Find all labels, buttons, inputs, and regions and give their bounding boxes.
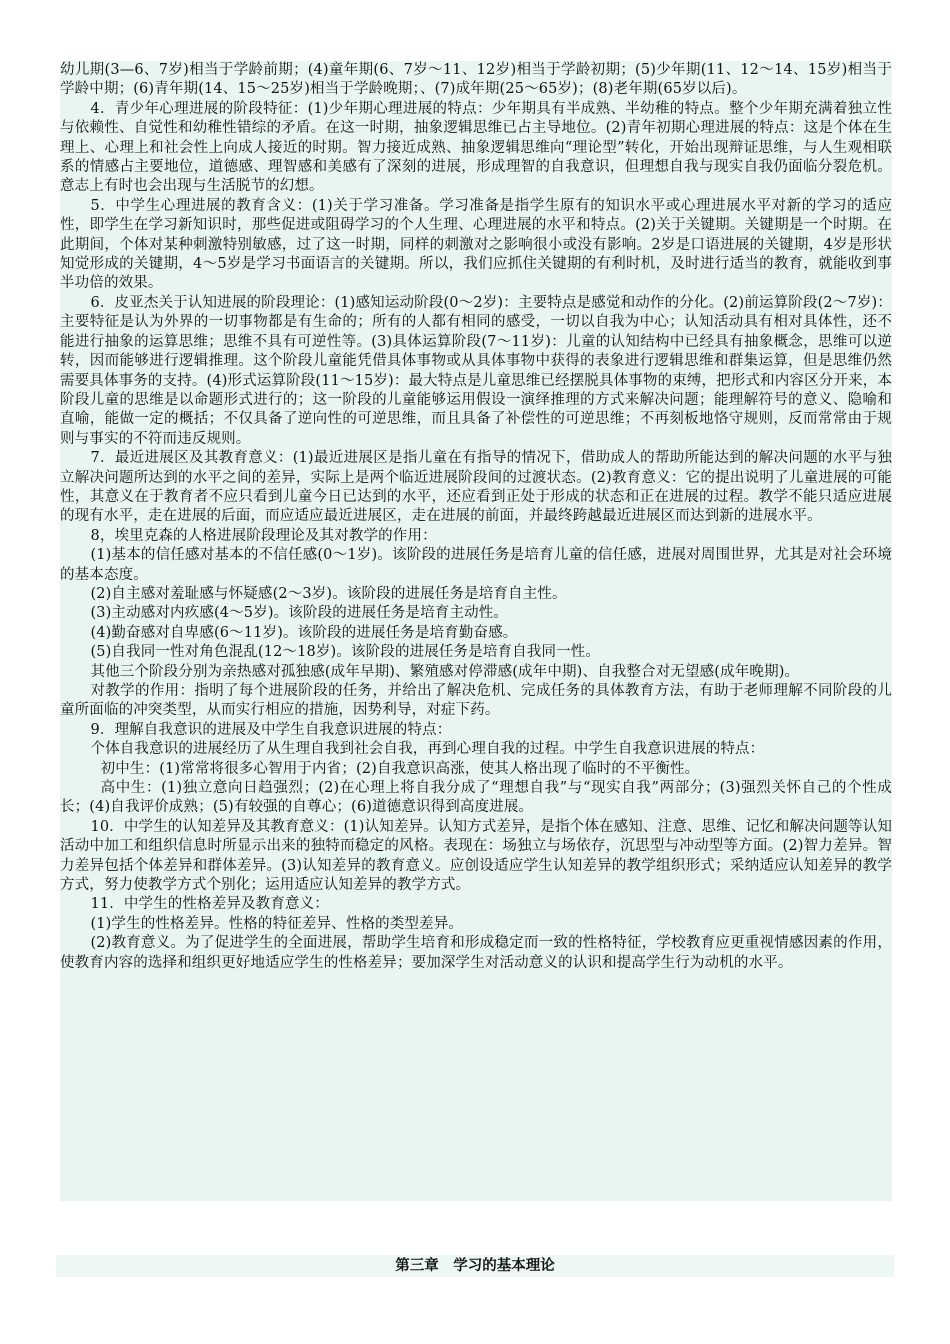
paragraph: (2)教育意义。为了促进学生的全面进展，帮助学生培育和形成稳定而一致的性格特征，学校教育应更重视情感因素的作用，使教育内容的选择和组织更好地适应学生的性格差异；要加深学生对活动意义的认识和提高学生行为动机的水平。	[60, 935, 892, 971]
paragraph: (5)自我同一性对角色混乱(12～18岁)。该阶段的进展任务是培育自我同一性。	[90, 644, 601, 661]
paragraph: 7．最近进展区及其教育意义：(1)最近进展区是指儿童在有指导的情况下，借助成人的帮助所能达到的解决问题的水平与独立解决问题所达到的水平之间的差异，实际上是两个临近进展阶段间的过渡状态。(2)教育意义：它的提出说明了儿童进展的可能性，其意义在于教育者不应只看到儿童今日已达到的水平，还应看到正处于形成的状态和正在进展的过程。教学不能只适应进展的现有水平，走在进展的后面，而应适应最近进展区，走在进展的前面，并最终跨越最近进展区而达到新的进展水平。	[60, 450, 892, 525]
paragraph: 幼儿期(3—6、7岁)相当于学龄前期；(4)童年期(6、7岁～11、12岁)相当于学龄初期；(5)少年期(11、12～14、15岁)相当于学龄中期；(6)青年期(14、15～25岁)相当于学龄晚期；、(7)成年期(25～65岁)；(8)老年期(65岁以后)。	[60, 62, 892, 98]
paragraph: 高中生：(1)独立意向日趋强烈；(2)在心理上将自我分成了“理想自我”与“现实自我”两部分；(3)强烈关怀自己的个性成长；(4)自我评价成熟；(5)有较强的自尊心；(6)道德意识得到高度进展。	[60, 780, 892, 816]
paragraph: 6．皮亚杰关于认知进展的阶段理论：(1)感知运动阶段(0～2岁)：主要特点是感觉和动作的分化。(2)前运算阶段(2～7岁)：主要特征是认为外界的一切事物都是有生命的；所有的人都有相同的感受，一切以自我为中心；认知活动具有相对具体性，还不能进行抽象的运算思维；思维不具有可逆性等。(3)具体运算阶段(7～11岁)：儿童的认知结构中已经具有抽象概念，思维可以逆转，因而能够进行逻辑推理。这个阶段儿童能凭借具体事物或从具体事物中获得的表象进行逻辑思维和群集运算，但是思维仍然需要具体事务的支持。(4)形式运算阶段(11～15岁)：最大特点是儿童思维已经摆脱具体事物的束缚，把形式和内容区分开来，本阶段儿童的思维是以命题形式进行的；这一阶段的儿童能够运用假设一演绎推理的方式来解决问题；能理解符号的意义、隐喻和直喻，能做一定的概括；不仅具备了逆向性的可逆思维，而且具备了补偿性的可逆思维；不再刻板地恪守规则，反而常常由于规则与事实的不符而违反规则。	[60, 294, 892, 447]
paragraph: 对教学的作用：指明了每个进展阶段的任务，并给出了解决危机、完成任务的具体教育方法，有助于老师理解不同阶段的儿童所面临的冲突类型，从而实行相应的措施，因势利导，对症下药。	[60, 683, 892, 719]
paragraph: 8，埃里克森的人格进展阶段理论及其对教学的作用：	[90, 527, 437, 544]
paragraph: 11．中学生的性格差异及教育意义：	[90, 896, 329, 913]
paragraph: (3)主动感对内疚感(4～5岁)。该阶段的进展任务是培育主动性。	[90, 605, 509, 622]
paragraph: 10．中学生的认知差异及其教育意义：(1)认知差异。认知方式差异，是指个体在感知、注意、思维、记忆和解决问题等认知活动中加工和组织信息时所显示出来的独特而稳定的风格。表现在：场独立与场依存，沉思型与冲动型等方面。(2)智力差异。智力差异包括个体差异和群体差异。(3)认知差异的教育意义。应创设适应学生认知差异的教学组织形式；采纳适应认知差异的教学方式，努力使教学方式个别化；运用适应认知差异的教学方式。	[60, 818, 892, 894]
paragraph: (2)自主感对羞耻感与怀疑感(2～3岁)。该阶段的进展任务是培育自主性。	[90, 585, 567, 602]
paragraph: (1)学生的性格差异。性格的特征差异、性格的类型差异。	[90, 915, 464, 932]
paragraph: 5．中学生心理进展的教育含义：(1)关于学习准备。学习准备是指学生原有的知识水平或心理进展水平对新的学习的适应性，即学生在学习新知识时，那些促进或阻碍学习的个人生理、心理进展的水平和特点。(2)关于关键期。关键期是一个时期。在此期间，个体对某种刺激特别敏感，过了这一时期，同样的刺激对之影响很小或没有影响。2岁是口语进展的关键期，4岁是形状知觉形成的关键期，4～5岁是学习书面语言的关键期。所以，我们应抓住关键期的有利时机，及时进行适当的教育，就能收到事半功倍的效果。	[60, 197, 892, 292]
paragraph: (4)勤奋感对自卑感(6～11岁)。该阶段的进展任务是培育勤奋感。	[90, 624, 518, 641]
chapter-heading: 第三章 学习的基本理论	[56, 1255, 894, 1277]
paragraph: 其他三个阶段分别为亲热感对孤独感(成年早期)、繁殖感对停滞感(成年中期)、自我整合对无望感(成年晚期)。	[90, 663, 800, 680]
paragraph: 个体自我意识的进展经历了从生理自我到社会自我，再到心理自我的过程。中学生自我意识进展的特点：	[90, 741, 765, 758]
paragraph: 9．理解自我意识的进展及中学生自我意识进展的特点：	[90, 721, 452, 738]
paragraph: 4．青少年心理进展的阶段特征：(1)少年期心理进展的特点：少年期具有半成熟、半幼稚的特点。整个少年期充满着独立性与依赖性、自觉性和幼稚性错综的矛盾。在这一时期，抽象逻辑思维已占主导地位。(2)青年初期心理进展的特点：这是个体在生理上、心理上和社会性上向成人接近的时期。智力接近成熟、抽象逻辑思维向“理论型”转化，开始出现辩证思维，与人生观相联系的情感占主要地位，道德感、理智感和美感有了深刻的进展，形成理智的自我意识，但理想自我与现实自我仍面临分裂危机。意志上有时也会出现与生活脱节的幻想。	[60, 100, 892, 195]
document-body	[60, 61, 892, 1201]
paragraph: (1)基本的信任感对基本的不信任感(0～1岁)。该阶段的进展任务是培育儿童的信任感，进展对周围世界，尤其是对社会环境的基本态度。	[60, 547, 892, 583]
paragraph: 初中生：(1)常常将很多心智用于内省；(2)自我意识高涨，使其人格出现了临时的不平衡性。	[100, 760, 700, 777]
